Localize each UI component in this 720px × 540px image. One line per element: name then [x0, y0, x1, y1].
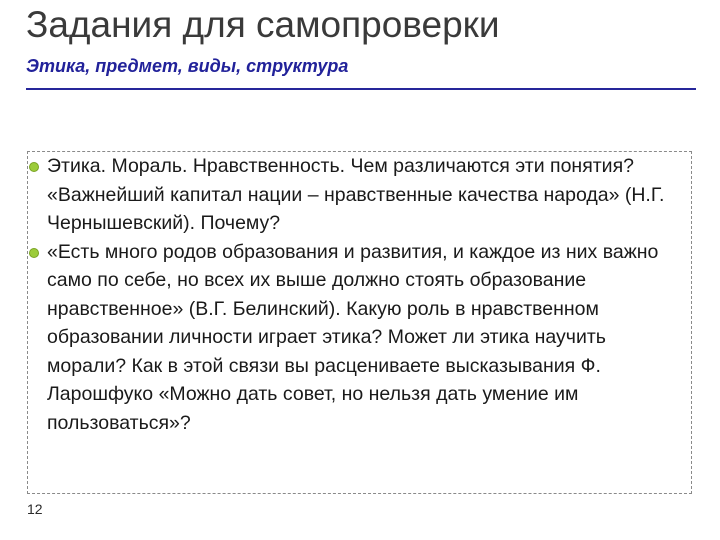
content-box[interactable]	[27, 151, 692, 494]
bullet-list	[28, 152, 693, 437]
slide-subtitle: Этика, предмет, виды, структура	[26, 56, 349, 76]
bullet-item	[28, 238, 693, 438]
bullet-text: «Есть много родов образования и развития, и каждое из них важно само по себе, но всех их выше должно стоять образование нравственное» (В.Г. Белинский). Какую роль в нравственном образовании личности играет этика? Может ли этика научить морали? Как в этой связи вы расцениваете высказывания Ф. Ларошфуко «Можно дать совет, но нельзя дать умение им пользоваться»?	[47, 240, 659, 434]
page-number: 12	[27, 501, 43, 517]
bullet-dot-icon	[29, 248, 39, 258]
slide-title: Задания для самопроверки	[26, 4, 500, 45]
bullet-dot-icon	[29, 162, 39, 172]
bullet-text: Этика. Мораль. Нравственность. Чем различаются эти понятия? «Важнейший капитал нации – нравственные качества народа» (Н.Г. Чернышевский). Почему?	[47, 155, 665, 234]
title-divider	[26, 88, 696, 90]
bullet-item	[28, 152, 693, 238]
